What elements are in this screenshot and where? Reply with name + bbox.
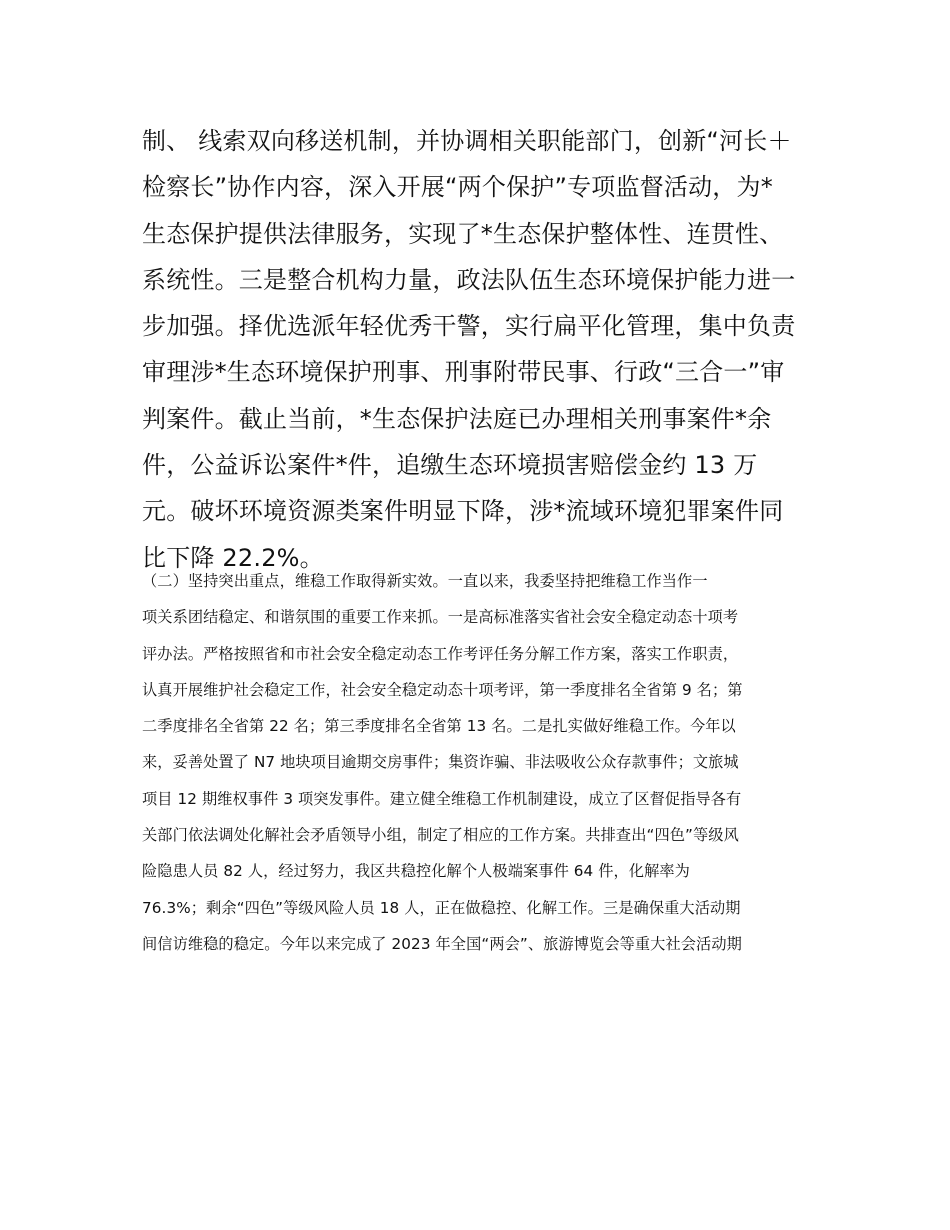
paragraph-large-text	[142, 118, 822, 581]
text-line: 判案件。截止当前，*生态保护法庭已办理相关刑事案件*余	[142, 404, 772, 433]
text-line: 认真开展维护社会稳定工作，社会安全稳定动态十项考评，第一季度排名全省第 9 名；第	[142, 680, 743, 699]
text-line: 检察长”协作内容，深入开展“两个保护”专项监督活动，为*	[142, 173, 773, 202]
text-line: 审理涉*生态环境保护刑事、刑事附带民事、行政“三合一”审	[142, 358, 785, 387]
text-line: （二）坚持突出重点，维稳工作取得新实效。一直以来，我委坚持把维稳工作当作一	[142, 572, 708, 590]
text-line: 险隐患人员 82 人，经过努力，我区共稳控化解个人极端案事件 64 件，化解率为	[142, 862, 690, 881]
text-line: 二季度排名全省第 22 名；第三季度排名全省第 13 名。二是扎实做好维稳工作。今年以	[142, 717, 736, 736]
text-line: 76.3%；剩余“四色”等级风险人员 18 人，正在做稳控、化解工作。三是确保重大活动期	[142, 898, 741, 917]
text-line: 项目 12 期维权事件 3 项突发事件。建立健全维稳工作机制建设，成立了区督促指导各有	[142, 789, 742, 808]
text-line: 系统性。三是整合机构力量，政法队伍生态环境保护能力进一	[142, 265, 796, 294]
paragraph-stability-work	[142, 563, 822, 962]
text-line: 比下降 22.2%。	[142, 543, 324, 572]
text-line: 项关系团结稳定、和谐氛围的重要工作来抓。一是高标准落实省社会安全稳定动态十项考	[142, 608, 739, 627]
text-line: 制、 线索双向移送机制，并协调相关职能部门，创新“河长＋	[142, 127, 792, 155]
text-line: 来，妥善处置了 N7 地块项目逾期交房事件；集资诈骗、非法吸收公众存款事件；文旅城	[142, 753, 739, 772]
text-line: 生态保护提供法律服务，实现了*生态保护整体性、连贯性、	[142, 219, 784, 248]
text-line: 间信访维稳的稳定。今年以来完成了 2023 年全国“两会”、旅游博览会等重大社会活动期	[142, 934, 742, 953]
text-line: 元。破坏环境资源类案件明显下降，涉*流域环境犯罪案件同	[142, 497, 784, 526]
text-line: 关部门依法调处化解社会矛盾领导小组，制定了相应的工作方案。共排查出“四色”等级风	[142, 826, 739, 845]
text-line: 件，公益诉讼案件*件，追缴生态环境损害赔偿金约 13 万	[142, 451, 758, 480]
text-line: 步加强。择优选派年轻优秀干警，实行扁平化管理，集中负责	[142, 312, 796, 341]
text-line: 评办法。严格按照省和市社会安全稳定动态工作考评任务分解工作方案，落实工作职责，	[142, 644, 739, 663]
